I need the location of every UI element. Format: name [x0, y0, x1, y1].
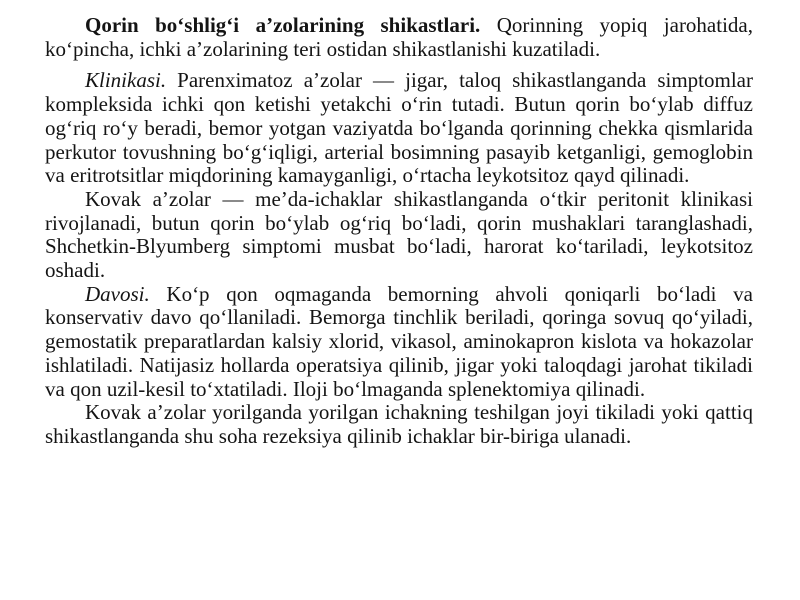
hollow-organs-text: Kovak a’zolar — me’da-ichaklar shikastlanganda o‘tkir peritonit klinikasi rivojlanadi, butun qorin bo‘ylab og‘riq bo‘ladi, qorin mushaklari taranglashadi, Shchetkin-Blyumberg simptomi musbat bo‘ladi, harorat ko‘tariladi, leykotsitoz oshadi. [45, 186, 753, 283]
intro-paragraph [45, 14, 753, 61]
rupture-paragraph [45, 401, 753, 448]
rupture-text: Kovak a’zolar yorilganda yorilgan ichakning teshilgan joyi tikiladi yoki qattiq shikastlanganda shu soha rezeksiya qilinib ichaklar bir-biriga ulanadi. [45, 400, 753, 448]
document-page [45, 14, 753, 449]
treatment-paragraph [45, 283, 753, 402]
treatment-text: Ko‘p qon oqmaganda bemorning ahvoli qoniqarli bo‘ladi va konservativ davo qo‘llaniladi. Bemorga tinchlik beriladi, qoringa sovuq qo‘yiladi, gemostatik preparatlardan kalsiy xlorid, vikasol, aminokapron kislota va hokazolar ishlatiladi. Natijasiz hollarda operatsiya qilinib, jigar yoki taloqdagi jarohat tikiladi va qon uzil-kesil to‘xtatiladi. Iloji bo‘lmaganda splenektomiya qilinadi. [45, 281, 753, 401]
clinical-paragraph [45, 69, 753, 188]
clinical-text: Parenximatoz a’zolar — jigar, taloq shikastlanganda simptomlar kompleksida ichki qon ketishi yetakchi o‘rin tutadi. Butun qorin bo‘ylab diffuz og‘riq ro‘y beradi, bemor yotgan vaziyatda bo‘lganda qorinning chekka qismlarida perkutor tovushning bo‘g‘iqligi, arterial bosimning pasayib ketganligi, gemoglobin va eritrotsitlar miqdorining kamayganligi, o‘rtacha leykotsitoz qayd qilinadi. [45, 68, 753, 188]
section-heading: Qorin bo‘shlig‘i a’zolarining shikastlari. [85, 13, 481, 37]
treatment-lead: Davosi. [85, 281, 150, 306]
hollow-organs-paragraph [45, 188, 753, 283]
clinical-lead: Klinikasi. [85, 68, 167, 93]
intro-text: Qorinning yopiq jarohatida, ko‘pincha, ichki a’zolarining teri ostidan shikastlanishi kuzatiladi. [45, 13, 753, 61]
